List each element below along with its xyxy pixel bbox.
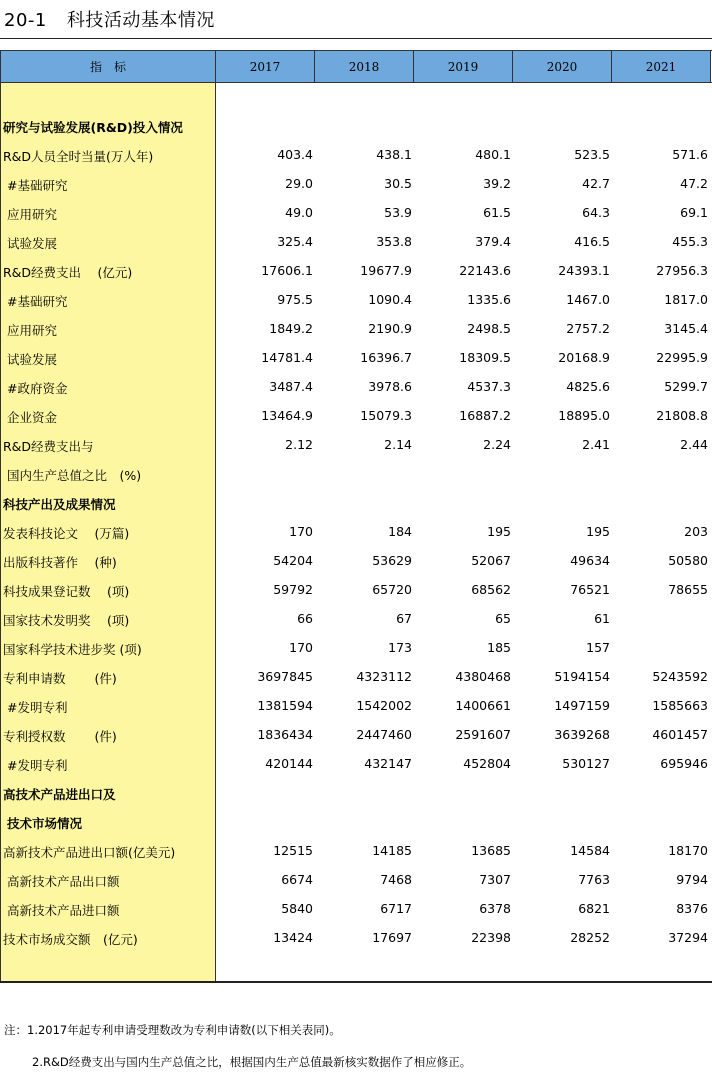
row-label: 发表科技论文 (万篇) xyxy=(3,526,130,541)
value-cell-2019: 195 xyxy=(487,524,511,539)
table-header xyxy=(0,50,712,83)
value-cell-2017: 59792 xyxy=(273,582,313,597)
value-cell-2021: 695946 xyxy=(660,756,708,771)
value-cell-2017: 420144 xyxy=(265,756,313,771)
value-cell-2018: 7468 xyxy=(380,872,412,887)
value-cell-2019: 16887.2 xyxy=(459,408,511,423)
table-row xyxy=(0,344,712,373)
value-cell-2021: 9794 xyxy=(676,872,708,887)
value-cell-2017: 29.0 xyxy=(285,176,313,191)
value-cell-2020: 20168.9 xyxy=(558,350,610,365)
value-cell-2018: 17697 xyxy=(372,930,412,945)
value-cell-2020: 28252 xyxy=(570,930,610,945)
value-cell-2019: 4380468 xyxy=(455,669,511,684)
value-cell-2017: 6674 xyxy=(281,872,313,887)
row-label: 技术市场成交额 (亿元) xyxy=(3,932,138,947)
header-indicator: 指 标 xyxy=(0,51,216,82)
value-cell-2021: 8376 xyxy=(676,901,708,916)
row-label: #发明专利 xyxy=(7,700,68,715)
value-cell-2019: 61.5 xyxy=(483,205,511,220)
value-cell-2018: 15079.3 xyxy=(360,408,412,423)
row-label: 国家技术发明奖 (项) xyxy=(3,613,130,628)
value-cell-2021: 5243592 xyxy=(652,669,708,684)
value-cell-2017: 403.4 xyxy=(277,147,313,162)
value-cell-2019: 4537.3 xyxy=(467,379,511,394)
value-cell-2021: 69.1 xyxy=(680,205,708,220)
header-year-2019: 2019 xyxy=(414,51,513,82)
row-label: 高新技术产品进口额 xyxy=(7,903,120,918)
bottom-rule xyxy=(0,981,712,983)
footnote-2: 2.R&D经费支出与国内生产总值之比，根据国内生产总值最新核实数据作了相应修正。 xyxy=(32,1055,472,1069)
value-cell-2019: 52067 xyxy=(471,553,511,568)
value-cell-2020: 530127 xyxy=(562,756,610,771)
value-cell-2019: 2498.5 xyxy=(467,321,511,336)
value-cell-2017: 12515 xyxy=(273,843,313,858)
value-cell-2018: 2.14 xyxy=(384,437,412,452)
value-cell-2020: 195 xyxy=(586,524,610,539)
value-cell-2020: 18895.0 xyxy=(558,408,610,423)
table-row xyxy=(0,576,712,605)
value-cell-2019: 452804 xyxy=(463,756,511,771)
value-cell-2017: 54204 xyxy=(273,553,313,568)
value-cell-2019: 22398 xyxy=(471,930,511,945)
row-label: 国内生产总值之比 (%) xyxy=(7,468,142,483)
value-cell-2021: 571.6 xyxy=(672,147,708,162)
table-row xyxy=(0,257,712,286)
value-cell-2018: 3978.6 xyxy=(368,379,412,394)
value-cell-2020: 64.3 xyxy=(582,205,610,220)
row-label: 国家科学技术进步奖 (项) xyxy=(3,642,142,657)
row-label: 试验发展 xyxy=(7,236,58,251)
footnote-1: 注：1.2017年起专利申请受理数改为专利申请数(以下相关表同)。 xyxy=(4,1023,341,1037)
value-cell-2021: 1585663 xyxy=(652,698,708,713)
value-cell-2021: 1817.0 xyxy=(664,292,708,307)
value-cell-2020: 1467.0 xyxy=(566,292,610,307)
table-row xyxy=(0,750,712,779)
value-cell-2019: 68562 xyxy=(471,582,511,597)
value-cell-2020: 1497159 xyxy=(554,698,610,713)
value-cell-2017: 66 xyxy=(297,611,313,626)
value-cell-2017: 2.12 xyxy=(285,437,313,452)
table-title-text: 科技活动基本情况 xyxy=(66,10,215,31)
value-cell-2020: 76521 xyxy=(570,582,610,597)
value-cell-2021: 21808.8 xyxy=(656,408,708,423)
row-label: R&D经费支出与 xyxy=(3,439,94,454)
value-cell-2018: 2447460 xyxy=(356,727,412,742)
row-label: 应用研究 xyxy=(7,207,58,222)
value-cell-2019: 2.24 xyxy=(483,437,511,452)
row-label: 研究与试验发展(R&D)投入情况 xyxy=(3,120,183,135)
value-cell-2017: 17606.1 xyxy=(261,263,313,278)
value-cell-2017: 5840 xyxy=(281,901,313,916)
header-year-2017: 2017 xyxy=(216,51,315,82)
value-cell-2019: 379.4 xyxy=(475,234,511,249)
row-label: #基础研究 xyxy=(7,178,68,193)
value-cell-2020: 523.5 xyxy=(574,147,610,162)
table-row xyxy=(0,402,712,431)
value-cell-2017: 13464.9 xyxy=(261,408,313,423)
value-cell-2019: 6378 xyxy=(479,901,511,916)
value-cell-2019: 1400661 xyxy=(455,698,511,713)
value-cell-2018: 6717 xyxy=(380,901,412,916)
table-row xyxy=(0,779,712,808)
row-label: R&D人员全时当量(万人年) xyxy=(3,149,154,164)
table-row xyxy=(0,141,712,170)
value-cell-2017: 975.5 xyxy=(277,292,313,307)
row-label: 高新技术产品进出口额(亿美元) xyxy=(3,845,176,860)
value-cell-2021: 78655 xyxy=(668,582,708,597)
row-label: #基础研究 xyxy=(7,294,68,309)
table-row xyxy=(0,721,712,750)
row-label: 科技产出及成果情况 xyxy=(3,497,116,512)
top-rule xyxy=(0,38,712,39)
value-cell-2018: 2190.9 xyxy=(368,321,412,336)
value-cell-2018: 432147 xyxy=(364,756,412,771)
row-label: 出版科技著作 (种) xyxy=(3,555,117,570)
value-cell-2020: 416.5 xyxy=(574,234,610,249)
value-cell-2018: 65720 xyxy=(372,582,412,597)
value-cell-2019: 13685 xyxy=(471,843,511,858)
value-cell-2020: 4825.6 xyxy=(566,379,610,394)
table-row xyxy=(0,924,712,953)
row-label: 高技术产品进出口及 xyxy=(3,787,116,802)
value-cell-2018: 173 xyxy=(388,640,412,655)
row-label: 技术市场情况 xyxy=(7,816,83,831)
table-row xyxy=(0,170,712,199)
value-cell-2019: 185 xyxy=(487,640,511,655)
value-cell-2019: 1335.6 xyxy=(467,292,511,307)
value-cell-2019: 39.2 xyxy=(483,176,511,191)
row-label: 科技成果登记数 (项) xyxy=(3,584,130,599)
value-cell-2020: 3639268 xyxy=(554,727,610,742)
value-cell-2018: 53.9 xyxy=(384,205,412,220)
table-row xyxy=(0,895,712,924)
table-row xyxy=(0,837,712,866)
value-cell-2019: 22143.6 xyxy=(459,263,511,278)
value-cell-2020: 42.7 xyxy=(582,176,610,191)
value-cell-2019: 2591607 xyxy=(455,727,511,742)
row-label: 试验发展 xyxy=(7,352,58,367)
value-cell-2017: 170 xyxy=(289,524,313,539)
table-title xyxy=(4,6,215,32)
value-cell-2017: 14781.4 xyxy=(261,350,313,365)
value-cell-2018: 184 xyxy=(388,524,412,539)
table-row xyxy=(0,460,712,489)
row-label: R&D经费支出 (亿元) xyxy=(3,265,133,280)
header-year-2020: 2020 xyxy=(513,51,612,82)
value-cell-2017: 1381594 xyxy=(257,698,313,713)
table-row xyxy=(0,431,712,460)
value-cell-2020: 14584 xyxy=(570,843,610,858)
value-cell-2017: 49.0 xyxy=(285,205,313,220)
value-cell-2020: 5194154 xyxy=(554,669,610,684)
value-cell-2021: 22995.9 xyxy=(656,350,708,365)
table-row xyxy=(0,663,712,692)
row-label: 企业资金 xyxy=(7,410,58,425)
row-label: 应用研究 xyxy=(7,323,58,338)
value-cell-2017: 325.4 xyxy=(277,234,313,249)
value-cell-2018: 53629 xyxy=(372,553,412,568)
table-body xyxy=(0,112,712,953)
table-row xyxy=(0,228,712,257)
value-cell-2021: 4601457 xyxy=(652,727,708,742)
row-label: #政府资金 xyxy=(7,381,68,396)
value-cell-2017: 170 xyxy=(289,640,313,655)
row-label: 专利申请数 (件) xyxy=(3,671,117,686)
value-cell-2017: 1836434 xyxy=(257,727,313,742)
value-cell-2021: 203 xyxy=(684,524,708,539)
value-cell-2021: 2.44 xyxy=(680,437,708,452)
row-label: 高新技术产品出口额 xyxy=(7,874,120,889)
table-number: 20-1 xyxy=(4,10,47,31)
value-cell-2020: 24393.1 xyxy=(558,263,610,278)
value-cell-2018: 16396.7 xyxy=(360,350,412,365)
value-cell-2018: 1090.4 xyxy=(368,292,412,307)
table-row xyxy=(0,199,712,228)
value-cell-2018: 67 xyxy=(396,611,412,626)
table-row xyxy=(0,605,712,634)
table-row xyxy=(0,808,712,837)
table-row xyxy=(0,634,712,663)
header-year-2021: 2021 xyxy=(612,51,711,82)
table-row xyxy=(0,518,712,547)
value-cell-2017: 13424 xyxy=(273,930,313,945)
value-cell-2021: 47.2 xyxy=(680,176,708,191)
row-label: 专利授权数 (件) xyxy=(3,729,117,744)
value-cell-2020: 49634 xyxy=(570,553,610,568)
row-label: #发明专利 xyxy=(7,758,68,773)
value-cell-2019: 7307 xyxy=(479,872,511,887)
value-cell-2021: 3145.4 xyxy=(664,321,708,336)
value-cell-2021: 37294 xyxy=(668,930,708,945)
value-cell-2017: 3697845 xyxy=(257,669,313,684)
table-row xyxy=(0,692,712,721)
value-cell-2018: 4323112 xyxy=(356,669,412,684)
table-row xyxy=(0,286,712,315)
value-cell-2021: 50580 xyxy=(668,553,708,568)
value-cell-2017: 3487.4 xyxy=(269,379,313,394)
value-cell-2020: 61 xyxy=(594,611,610,626)
value-cell-2019: 18309.5 xyxy=(459,350,511,365)
value-cell-2018: 438.1 xyxy=(376,147,412,162)
value-cell-2021: 18170 xyxy=(668,843,708,858)
value-cell-2021: 27956.3 xyxy=(656,263,708,278)
table-row xyxy=(0,315,712,344)
table-row xyxy=(0,373,712,402)
value-cell-2018: 19677.9 xyxy=(360,263,412,278)
value-cell-2018: 14185 xyxy=(372,843,412,858)
value-cell-2018: 30.5 xyxy=(384,176,412,191)
value-cell-2020: 2.41 xyxy=(582,437,610,452)
value-cell-2018: 353.8 xyxy=(376,234,412,249)
table-row xyxy=(0,547,712,576)
value-cell-2021: 455.3 xyxy=(672,234,708,249)
value-cell-2019: 480.1 xyxy=(475,147,511,162)
value-cell-2019: 65 xyxy=(495,611,511,626)
value-cell-2021: 5299.7 xyxy=(664,379,708,394)
table-row xyxy=(0,112,712,141)
value-cell-2020: 2757.2 xyxy=(566,321,610,336)
value-cell-2020: 157 xyxy=(586,640,610,655)
table-row xyxy=(0,866,712,895)
value-cell-2018: 1542002 xyxy=(356,698,412,713)
value-cell-2020: 7763 xyxy=(578,872,610,887)
value-cell-2020: 6821 xyxy=(578,901,610,916)
table-row xyxy=(0,489,712,518)
value-cell-2017: 1849.2 xyxy=(269,321,313,336)
header-year-2018: 2018 xyxy=(315,51,414,82)
